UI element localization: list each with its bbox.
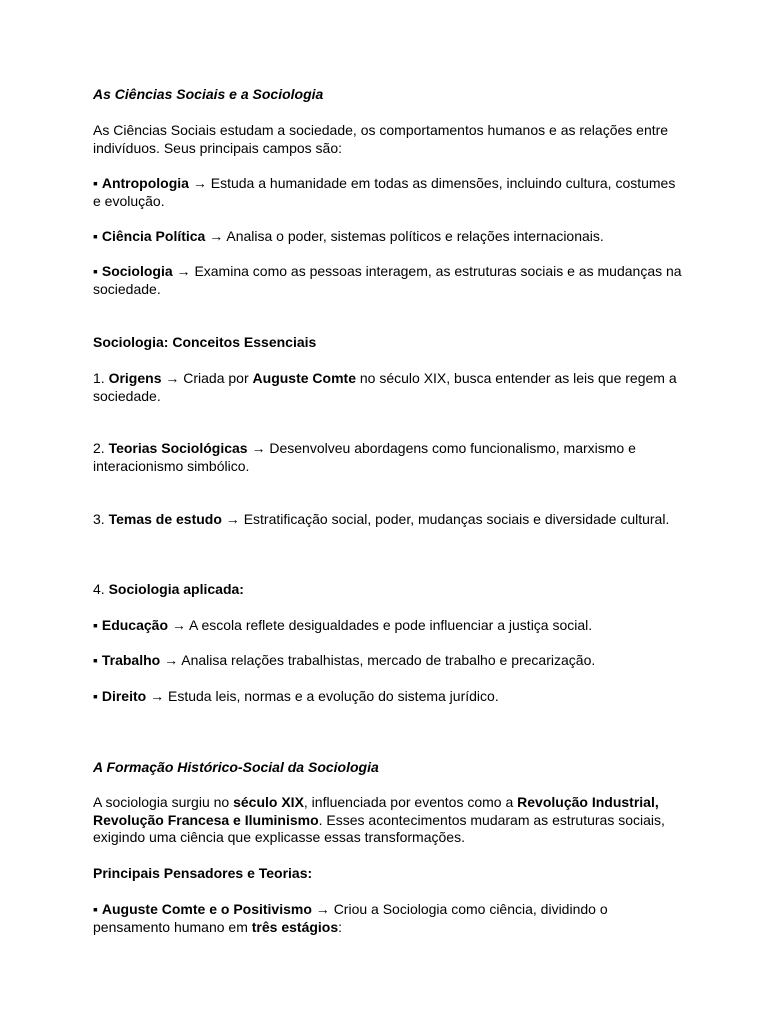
text: A sociologia surgiu no bbox=[93, 794, 234, 810]
arrow-icon: → bbox=[247, 440, 270, 456]
arrow-icon: → bbox=[160, 652, 182, 668]
numbered-item-temas bbox=[93, 511, 683, 529]
name: Auguste Comte bbox=[252, 370, 356, 386]
bold-text: Revolução Industrial, Revolução Francesa e Iluminismo bbox=[93, 794, 659, 828]
bullet-icon: ▪ bbox=[93, 617, 102, 633]
bullet-icon: ▪ bbox=[93, 901, 102, 917]
text: , influenciada por eventos como a bbox=[303, 794, 518, 810]
description: Analisa relações trabalhistas, mercado de trabalho e precarização. bbox=[181, 652, 596, 668]
arrow-icon: → bbox=[311, 901, 334, 917]
description: Estuda a humanidade em todas as dimensões, incluindo cultura, costumes e evolução. bbox=[93, 175, 676, 209]
bold-text: três estágios bbox=[251, 918, 339, 935]
term: Antropologia bbox=[101, 175, 189, 191]
arrow-icon: → bbox=[188, 175, 211, 191]
description: no século XIX, busca entender as leis que regem a sociedade. bbox=[93, 370, 677, 404]
term: Ciência Política bbox=[101, 228, 206, 244]
item-number: 3. bbox=[93, 511, 109, 527]
arrow-icon: → bbox=[168, 617, 190, 633]
bullet-icon: ▪ bbox=[93, 688, 102, 704]
description: Desenvolveu abordagens como funcionalismo, marxismo e interacionismo simbólico. bbox=[93, 440, 636, 474]
numbered-item-teorias bbox=[93, 440, 683, 475]
arrow-icon: → bbox=[205, 228, 227, 244]
bullet-icon: ▪ bbox=[93, 263, 102, 279]
bullet-icon: ▪ bbox=[93, 652, 102, 668]
numbered-item-origens bbox=[93, 370, 683, 405]
term: Auguste Comte e o Positivismo bbox=[101, 901, 312, 917]
list-item-sociologia bbox=[93, 263, 683, 298]
term: Teorias Sociológicas bbox=[108, 440, 248, 456]
list-item-comte bbox=[93, 901, 683, 936]
description: Examina como as pessoas interagem, as estruturas sociais e as mudanças na sociedade. bbox=[93, 263, 682, 297]
description: Analisa o poder, sistemas políticos e relações internacionais. bbox=[226, 228, 604, 244]
bullet-icon: ▪ bbox=[93, 175, 102, 191]
term: Educação bbox=[101, 617, 168, 633]
arrow-icon: → bbox=[161, 370, 184, 386]
list-item-trabalho bbox=[93, 652, 683, 670]
section-title-formacao: A Formação Histórico-Social da Sociologia bbox=[93, 759, 379, 775]
description: Estratificação social, poder, mudanças sociais e diversidade cultural. bbox=[243, 511, 670, 527]
arrow-icon: → bbox=[172, 263, 195, 279]
term: Sociologia aplicada: bbox=[108, 581, 244, 597]
section-title-ciencias-sociais: As Ciências Sociais e a Sociologia bbox=[93, 86, 324, 102]
description: Criada por bbox=[183, 370, 253, 386]
list-item-educacao bbox=[93, 617, 683, 635]
term: Temas de estudo bbox=[108, 511, 222, 527]
item-number: 4. bbox=[93, 581, 109, 597]
term: Origens bbox=[108, 370, 162, 386]
description: Estuda leis, normas e a evolução do sistema jurídico. bbox=[167, 688, 499, 704]
description: Criou a Sociologia como ciência, dividindo o pensamento humano em bbox=[93, 901, 608, 935]
description: A escola reflete desigualdades e pode influenciar a justiça social. bbox=[189, 617, 593, 633]
section-title-conceitos: Sociologia: Conceitos Essenciais bbox=[93, 334, 317, 350]
text: . Esses acontecimentos mudaram as estruturas sociais, exigindo uma ciência que explicasse essas transformações. bbox=[93, 811, 665, 845]
description: : bbox=[338, 918, 343, 935]
formacao-paragraph bbox=[93, 794, 683, 847]
term: Trabalho bbox=[101, 652, 161, 668]
arrow-icon: → bbox=[221, 511, 244, 527]
arrow-icon: → bbox=[146, 688, 168, 704]
bullet-icon: ▪ bbox=[93, 228, 102, 244]
list-item-antropologia bbox=[93, 175, 683, 210]
list-item-ciencia-politica bbox=[93, 228, 683, 246]
list-item-direito bbox=[93, 688, 683, 706]
term: Sociologia bbox=[101, 263, 173, 279]
item-number: 2. bbox=[93, 440, 109, 456]
numbered-item-aplicada bbox=[93, 581, 683, 599]
item-number: 1. bbox=[93, 370, 109, 386]
term: Direito bbox=[101, 688, 147, 704]
intro-paragraph: As Ciências Sociais estudam a sociedade, os comportamentos humanos e as relações entre indivíduos. Seus principais campos são: bbox=[93, 122, 669, 156]
bold-text: século XIX bbox=[233, 794, 304, 810]
subtitle-pensadores: Principais Pensadores e Teorias: bbox=[93, 865, 313, 881]
